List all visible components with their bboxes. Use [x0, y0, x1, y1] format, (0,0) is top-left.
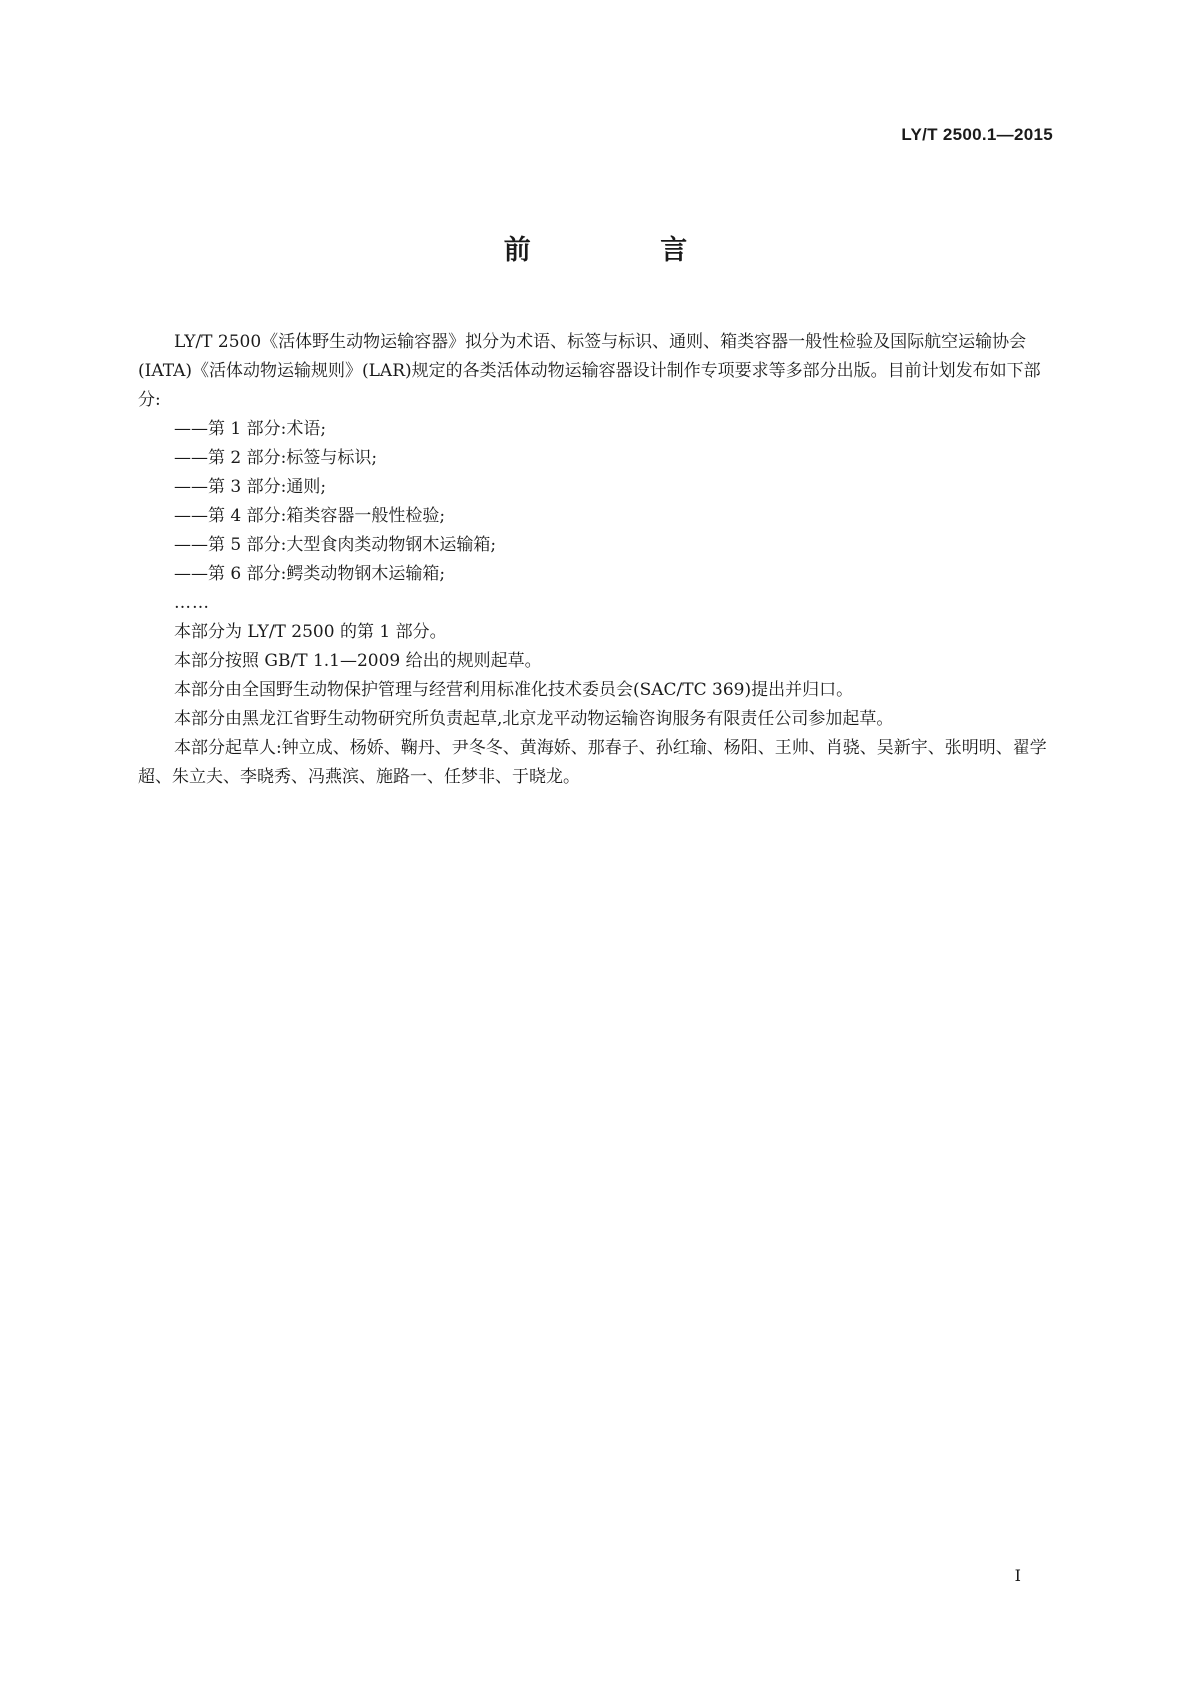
statement-paragraph: 本部分由黑龙江省野生动物研究所负责起草,北京龙平动物运输咨询服务有限责任公司参加起草。 [174, 709, 894, 729]
part-list-item: ——第 1 部分:术语; [174, 419, 327, 439]
page-title: 前 言 [503, 235, 748, 266]
part-list-item: ——第 5 部分:大型食肉类动物钢木运输箱; [174, 535, 497, 555]
statement-paragraph: 本部分按照 GB/T 1.1—2009 给出的规则起草。 [174, 651, 542, 671]
page-number: I [1014, 1566, 1021, 1585]
part-list-item: ——第 2 部分:标签与标识; [174, 448, 378, 468]
drafters-paragraph: 本部分起草人:钟立成、杨娇、鞠丹、尹冬冬、黄海娇、那春子、孙红瑜、杨阳、王帅、肖骁、吴新宇、张明明、翟学超、朱立夫、李晓秀、冯燕滨、施路一、任梦非、于晓龙。 [138, 738, 1047, 787]
document-code: LY/T 2500.1—2015 [901, 125, 1053, 144]
part-list-item: ——第 4 部分:箱类容器一般性检验; [174, 506, 446, 526]
ellipsis: …… [174, 593, 210, 613]
statement-paragraph: 本部分为 LY/T 2500 的第 1 部分。 [174, 622, 447, 642]
statement-paragraph: 本部分由全国野生动物保护管理与经营利用标准化技术委员会(SAC/TC 369)提出并归口。 [174, 680, 854, 700]
part-list-item: ——第 3 部分:通则; [174, 477, 327, 497]
intro-paragraph: LY/T 2500《活体野生动物运输容器》拟分为术语、标签与标识、通则、箱类容器一般性检验及国际航空运输协会(IATA)《活体动物运输规则》(LAR)规定的各类活体动物运输容器设计制作专项要求等多部分出版。目前计划发布如下部分: [138, 332, 1041, 410]
part-list-item: ——第 6 部分:鳄类动物钢木运输箱; [174, 564, 446, 584]
document-body [138, 328, 1053, 792]
